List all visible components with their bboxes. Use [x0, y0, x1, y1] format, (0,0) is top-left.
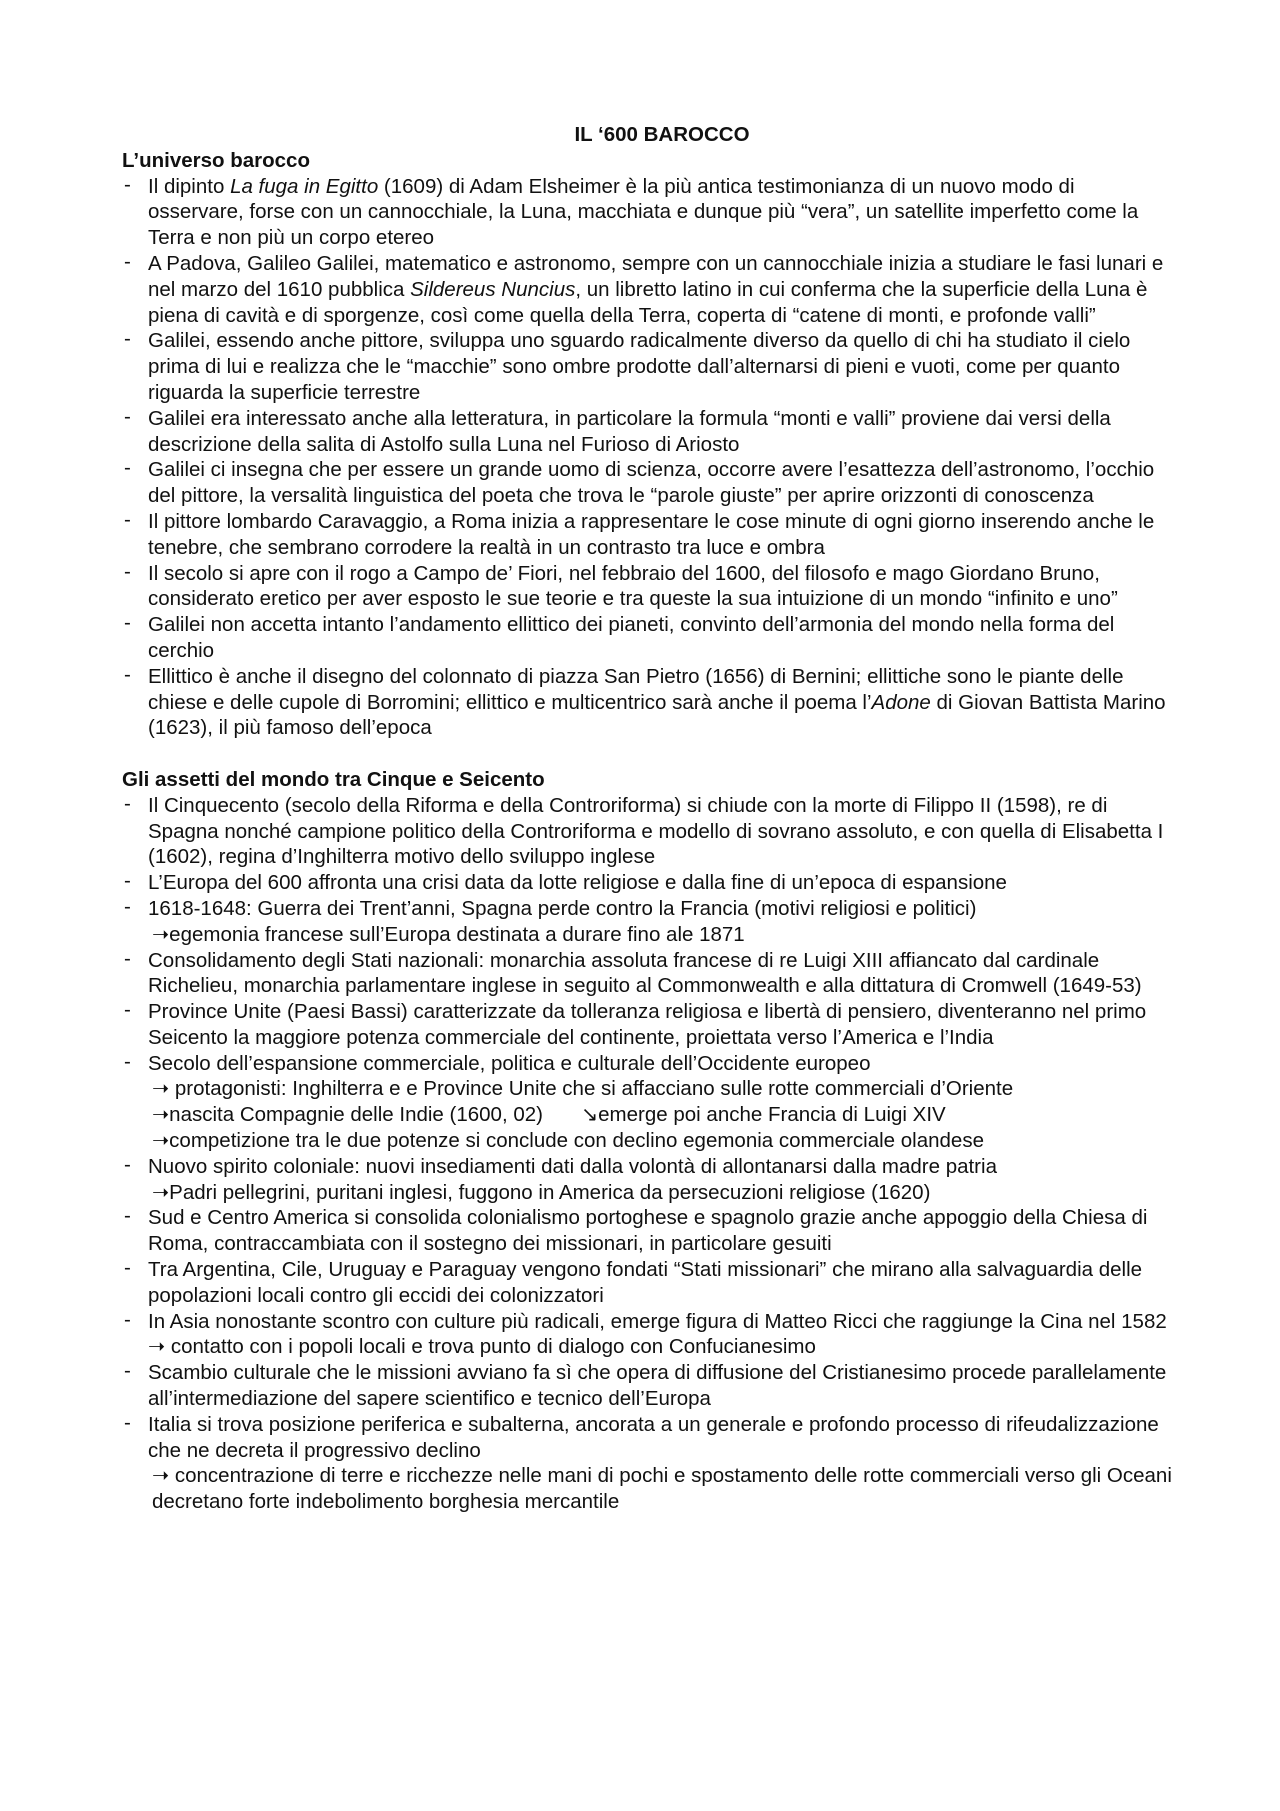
- sub-point: [148, 1128, 1172, 1154]
- list-item: [122, 406, 1172, 458]
- document-title: IL ‘600 BAROCCO: [574, 123, 750, 146]
- list-item: [122, 1360, 1172, 1412]
- sub-point-text: ➝egemonia francese sull’Europa destinata a durare fino ale 1871: [152, 922, 745, 946]
- bullet-list: [122, 174, 1172, 742]
- item-text: Nuovo spirito coloniale: nuovi insediamenti dati dalla volontà di allontanarsi dalla madre patria: [148, 1154, 997, 1178]
- list-item: [122, 457, 1172, 509]
- section-heading: Gli assetti del mondo tra Cinque e Seicento: [122, 767, 545, 791]
- list-item: [122, 999, 1172, 1051]
- item-text: (1609) di Adam Elsheimer è la più antica testimonianza di un nuovo modo di osservare, forse con un cannocchiale, la Luna, macchiata e dunque più “vera”, un satellite imperfetto come la Terra e non più un corpo etereo: [148, 174, 1139, 250]
- document-page: [122, 122, 1172, 1515]
- italic-title-text: La fuga in Egitto: [230, 174, 379, 198]
- list-item: [122, 1205, 1172, 1257]
- sub-point: [148, 1463, 1172, 1515]
- item-text: Galilei non accetta intanto l’andamento ellittico dei pianeti, convinto dell’armonia del mondo nella forma del cerchio: [148, 613, 1115, 662]
- sub-point: [148, 1076, 1172, 1102]
- item-text: Ellittico è anche il disegno del colonnato di piazza San Pietro (1656) di Bernini; ellittiche sono le piante delle chiese e delle cupole di Borromini; ellittico e multicentrico sarà anche il poema l’: [148, 664, 1124, 714]
- sub-point-text: ➝Padri pellegrini, puritani inglesi, fuggono in America da persecuzioni religiose (1620): [152, 1180, 931, 1204]
- list-item: [122, 896, 1172, 948]
- item-text: , un libretto latino in cui conferma che la superficie della Luna è piena di cavità e di sporgenze, così come quella della Terra, coperta di “catene di monti, e profonde valli”: [148, 277, 1148, 327]
- list-item: [122, 1412, 1172, 1515]
- bullet-list: [122, 793, 1172, 1515]
- item-text: Secolo dell’espansione commerciale, politica e culturale dell’Occidente europeo: [148, 1051, 871, 1075]
- list-item: [122, 1309, 1172, 1361]
- section-gap: [122, 741, 1172, 767]
- item-text: Galilei, essendo anche pittore, sviluppa uno sguardo radicalmente diverso da quello di chi ha studiato il cielo prima di lui e realizza che le “macchie” sono ombre prodotte dall’alternarsi di pieni e vuoti, come per quanto riguarda la superficie terrestre: [148, 329, 1131, 404]
- list-item: [122, 870, 1172, 896]
- sub-point: [148, 1102, 1172, 1128]
- item-text: A Padova, Galileo Galilei, matematico e astronomo, sempre con un cannocchiale inizia a studiare le fasi lunari e nel marzo del 1610 pubblica: [148, 251, 1164, 301]
- item-text: 1618-1648: Guerra dei Trent’anni, Spagna perde contro la Francia (motivi religiosi e politici): [148, 896, 977, 920]
- item-text: Tra Argentina, Cile, Uruguay e Paraguay vengono fondati “Stati missionari” che mirano alla salvaguardia delle popolazioni locali contro gli eccidi dei colonizzatori: [148, 1258, 1143, 1307]
- list-item: [122, 509, 1172, 561]
- item-text: Scambio culturale che le missioni avviano fa sì che opera di diffusione del Cristianesimo procede parallelamente all’intermediazione del sapere scientifico e tecnico dell’Europa: [148, 1361, 1167, 1411]
- list-item: [122, 1257, 1172, 1309]
- sub-point-text: ➝ concentrazione di terre e ricchezze nelle mani di pochi e spostamento delle rotte commerciali verso gli Oceani decretano forte indebolimento borghesia mercantile: [152, 1464, 1172, 1514]
- item-text: In Asia nonostante scontro con culture più radicali, emerge figura di Matteo Ricci che raggiunge la Cina nel 1582 ➝ contatto con i popoli locali e trova punto di dialogo con Confucianesimo: [148, 1309, 1167, 1359]
- list-item: [122, 251, 1172, 328]
- item-text: Italia si trova posizione periferica e subalterna, ancorata a un generale e profondo processo di rifeudalizzazione che ne decreta il progressivo declino: [148, 1412, 1159, 1462]
- item-text: Sud e Centro America si consolida colonialismo portoghese e spagnolo grazie anche appoggio della Chiesa di Roma, contraccambiata con il sostegno dei missionari, in particolare gesuiti: [148, 1206, 1148, 1256]
- italic-title-text: Sildereus Nuncius: [410, 277, 576, 301]
- sub-point-text: ➝nascita Compagnie delle Indie (1600, 02): [152, 1103, 543, 1127]
- item-text: Galilei ci insegna che per essere un grande uomo di scienza, occorre avere l’esattezza dell’astronomo, l’occhio del pittore, la versalità linguistica del poeta che trova le “parole giuste” per aprire orizzonti di conoscenza: [148, 458, 1155, 508]
- sub-point-text: ➝ protagonisti: Inghilterra e e Province Unite che si affacciano sulle rotte commerciali d’Oriente: [152, 1077, 1014, 1101]
- item-text: Il secolo si apre con il rogo a Campo de’ Fiori, nel febbraio del 1600, del filosofo e mago Giordano Bruno, considerato eretico per aver esposto le sue teorie e tra queste la sua intuizione di un mondo “infinito e uno”: [148, 561, 1118, 611]
- list-item: [122, 561, 1172, 613]
- list-item: [122, 174, 1172, 251]
- sub-point: [148, 1180, 1172, 1206]
- section-heading: L’universo barocco: [122, 148, 310, 172]
- sections-container: [122, 148, 1172, 1515]
- sub-point-text: ➝competizione tra le due potenze si conclude con declino egemonia commerciale olandese: [152, 1129, 984, 1153]
- list-item: [122, 1154, 1172, 1206]
- italic-title-text: Adone: [871, 690, 931, 714]
- item-text: Il Cinquecento (secolo della Riforma e della Controriforma) si chiude con la morte di Filippo II (1598), re di Spagna nonché campione politico della Controriforma e modello di sovrano assoluto, e con quella di Elisabetta I (1602), regina d’Inghilterra motivo dello sviluppo inglese: [148, 793, 1164, 869]
- item-text: Il pittore lombardo Caravaggio, a Roma inizia a rappresentare le cose minute di ogni giorno inserendo anche le tenebre, che sembrano corrodere la realtà in un contrasto tra luce e ombra: [148, 509, 1155, 559]
- list-item: [122, 793, 1172, 870]
- item-text: Consolidamento degli Stati nazionali: monarchia assoluta francese di re Luigi XIII affiancato dal cardinale Richelieu, monarchia parlamentare inglese in seguito al Commonwealth e alla dittatura di Cromwell (1649-53): [148, 948, 1142, 998]
- list-item: [122, 664, 1172, 741]
- item-text: L’Europa del 600 affronta una crisi data da lotte religiose e dalla fine di un’epoca di espansione: [148, 871, 1007, 895]
- item-text: Galilei era interessato anche alla letteratura, in particolare la formula “monti e valli” proviene dai versi della descrizione della salita di Astolfo sulla Luna nel Furioso di Ariosto: [148, 406, 1111, 456]
- list-item: [122, 612, 1172, 664]
- item-text: Province Unite (Paesi Bassi) caratterizzate da tolleranza religiosa e libertà di pensiero, diventeranno nel primo Seicento la maggiore potenza commerciale del continente, proiettata verso l’America e l’India: [148, 1000, 1147, 1049]
- item-text: Il dipinto: [148, 174, 231, 198]
- sub-point: [148, 922, 1172, 948]
- list-item: [122, 948, 1172, 1000]
- sub-point-aside: ↘emerge poi anche Francia di Luigi XIV: [580, 1103, 946, 1127]
- list-item: [122, 328, 1172, 405]
- item-text: di Giovan Battista Marino (1623), il più famoso dell’epoca: [148, 690, 1166, 740]
- list-item: [122, 1051, 1172, 1154]
